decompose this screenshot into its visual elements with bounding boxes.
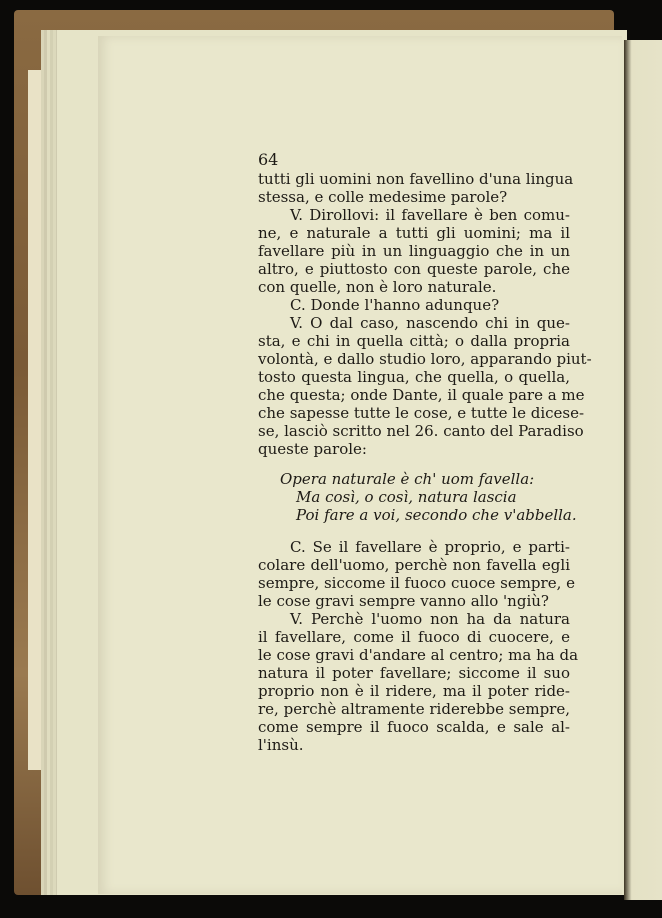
text-line: C. Donde l'hanno adunque?: [290, 296, 500, 314]
text-line: V. Dirollovi: il favellare è ben comu-: [290, 206, 570, 224]
text-line: le cose gravi d'andare al centro; ma ha da: [258, 646, 579, 664]
text-line: V. Perchè l'uomo non ha da natura: [290, 610, 570, 628]
text-line: con quelle, non è loro naturale.: [258, 278, 497, 296]
page-number: 64: [258, 150, 279, 169]
poem-line: Opera naturale è ch' uom favella:: [280, 470, 535, 488]
text-line: le cose gravi sempre vanno allo 'ngiù?: [258, 592, 549, 610]
facing-page-edge: [624, 40, 662, 900]
text-line: C. Se il favellare è proprio, e parti-: [290, 538, 570, 556]
text-line: natura il poter favellare; siccome il suo: [258, 664, 570, 682]
text-line: il favellare, come il fuoco di cuocere, e: [258, 628, 570, 646]
poem-line: Poi fare a voi, secondo che v'abbella.: [296, 506, 577, 524]
text-line: che sapesse tutte le cose, e tutte le dicese-: [258, 404, 585, 422]
text-line: sta, e chi in quella città; o dalla propria: [258, 332, 570, 350]
text-line: altro, e piuttosto con queste parole, che: [258, 260, 570, 278]
text-line: come sempre il fuoco scalda, e sale al-: [258, 718, 570, 736]
book-page: [98, 36, 622, 894]
text-line: queste parole:: [258, 440, 367, 458]
text-line: l'insù.: [258, 736, 304, 754]
text-line: volontà, e dallo studio loro, apparando piut-: [258, 350, 592, 368]
text-line: favellare più in un linguaggio che in un: [258, 242, 570, 260]
text-line: se, lasciò scritto nel 26. canto del Paradiso: [258, 422, 584, 440]
text-line: ne, e naturale a tutti gli uomini; ma il: [258, 224, 570, 242]
text-line: stessa, e colle medesime parole?: [258, 188, 508, 206]
text-line: re, perchè altramente riderebbe sempre,: [258, 700, 570, 718]
poem-line: Ma così, o così, natura lascia: [296, 488, 517, 506]
text-line: sempre, siccome il fuoco cuoce sempre, e: [258, 574, 575, 592]
text-line: V. O dal caso, nascendo chi in que-: [290, 314, 570, 332]
text-line: proprio non è il ridere, ma il poter ride-: [258, 682, 570, 700]
text-line: tosto questa lingua, che quella, o quella,: [258, 368, 570, 386]
text-line: tutti gli uomini non favellino d'una lingua: [258, 170, 574, 188]
text-line: che questa; onde Dante, il quale pare a me: [258, 386, 585, 404]
text-line: colare dell'uomo, perchè non favella egli: [258, 556, 570, 574]
